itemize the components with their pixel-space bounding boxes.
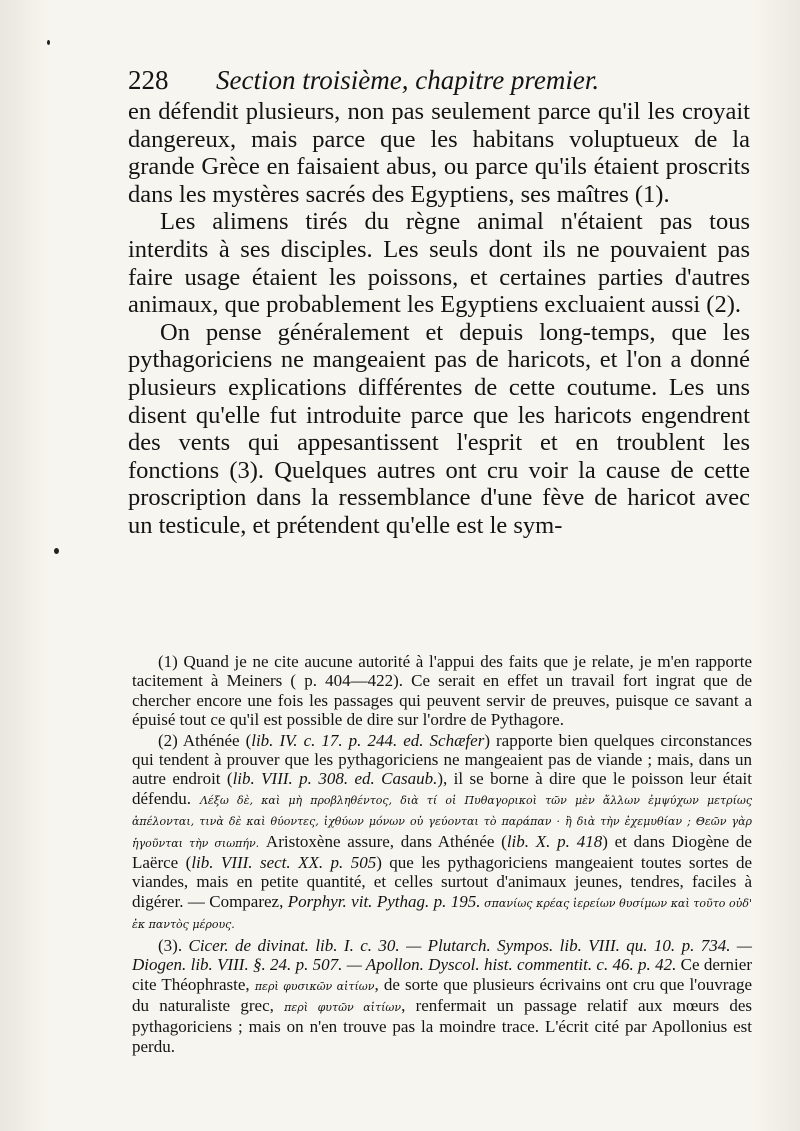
fn3-text: (3). (158, 935, 189, 955)
fn2-text: ) et dans Diogène de Laërce ( (132, 831, 752, 873)
fn2-greek-quote: Λέξω δὲ, καὶ μὴ προβληθέντος, διὰ τί οἱ Πυθαγορικοὶ τῶν μὲν ἄλλων ἐμψύχων μετρίως ἀπέλονται, τινὰ δὲ καὶ θύοντες, ἰχθύων μόνων οὐ γεύονται τὸ παράπαν · ἢ διὰ τὴν ἐχεμυθίαν ; Θεῶν γὰρ ἡγοῦνται τὴν σιωπήν. (132, 793, 753, 850)
footnotes (132, 652, 752, 1057)
page-number: 228 (128, 65, 169, 95)
ink-speck (47, 40, 50, 45)
fn2-text: ) que les pythagoriciens mangeaient toutes sortes de viandes, mais en petite quantité, et celles surtout d'animaux jeunes, tendres, faciles à digérer. — Comparez, (132, 853, 753, 911)
ink-speck (54, 548, 59, 554)
running-head (128, 60, 748, 100)
fn2-citation: Porphyr. vit. Pythag. p. 195. (287, 891, 481, 911)
fn3-greek: περὶ φυτῶν αἰτίων (284, 1000, 402, 1014)
fn3-text: , renfermait un passage relatif aux mœurs des pythagoriciens ; mais on n'en trouve pas la moindre trace. L'écrit cité par Apollonius est perdu. (132, 995, 752, 1056)
main-text (128, 98, 750, 540)
fn2-text: ), il se borne à dire que le poisson leur était défendu. (132, 769, 752, 808)
paragraph-2: Les alimens tirés du règne animal n'étaient pas tous interdits à ses disciples. Les seuls dont ils ne pouvaient pas faire usage étaient les poissons, et certaines parties d'autres animaux, que probablement les Egyptiens excluaient aussi (2). (128, 208, 750, 319)
fn3-citation: Cicer. de divinat. lib. I. c. 30. — Plutarch. Sympos. lib. VIII. qu. 10. p. 734. — Diogen. lib. VIII. §. 24. p. 507. — Apollon. Dyscol. hist. commentit. c. 46. p. 42. (132, 935, 752, 975)
fn2-citation: lib. VIII. sect. XX. p. 505 (191, 853, 377, 873)
footnote-2 (132, 731, 752, 935)
footnote-3 (132, 936, 752, 1056)
paragraph-1: en défendit plusieurs, non pas seulement parce qu'il les croyait dangereux, mais parce que les habitans voluptueux de la grande Grèce en faisaient abus, ou parce qu'ils étaient proscrits dans les mystères sacrés des Egyptiens, ses maîtres (1). (128, 98, 750, 208)
fn2-citation: lib. VIII. p. 308. ed. Casaub. (232, 769, 438, 789)
fn3-greek: περὶ φυσικῶν αἰτίων (254, 979, 375, 993)
footnote-1: (1) Quand je ne cite aucune autorité à l'appui des faits que je relate, je m'en rapporte tacitement à Meiners ( p. 404—422). Ce serait en effet un travail fort ingrat que de chercher encore une fois les passages qui peuvent servir de preuves, puisque ce savant a épuisé tout ce qu'il est possible de dire sur l'ordre de Pythagore. (132, 652, 752, 730)
fn2-greek-quote: σπανίως κρέας ἱερείων θυσίμων καὶ τοῦτο οὐδ' ἐκ παντὸς μέρους. (132, 896, 752, 932)
paragraph-3: On pense généralement et depuis long-temps, que les pythagoriciens ne mangeaient pas de haricots, et l'on a donné plusieurs explications différentes de cette coutume. Les uns disent qu'elle fut introduite parce que les haricots engendrent des vents qui appesantissent l'esprit et en troublent les fonctions (3). Quelques autres ont cru voir la cause de cette proscription dans la ressemblance d'une fève de haricot avec un testicule, et prétendent qu'elle est le sym- (128, 318, 750, 539)
fn2-text: Aristoxène assure, dans Athénée ( (259, 831, 507, 851)
chapter-title: Section troisième, chapitre premier. (216, 65, 600, 95)
fn3-text: , de sorte que plusieurs écrivains ont cru que l'ouvrage du naturaliste grec, (132, 974, 752, 1015)
fn3-text: Ce dernier cite Théophraste, (132, 955, 752, 994)
fn2-citation: lib. IV. c. 17. p. 244. ed. Schæfer (251, 730, 485, 750)
fn2-citation: lib. X. p. 418 (506, 831, 603, 851)
fn2-text: (2) Athénée ( (158, 730, 252, 750)
fn2-text: ) rapporte bien quelques circonstances qui tendent à prouver que les pythagoriciens ne mangeaient pas de viande ; mais, dans un autre endroit ( (132, 730, 752, 789)
